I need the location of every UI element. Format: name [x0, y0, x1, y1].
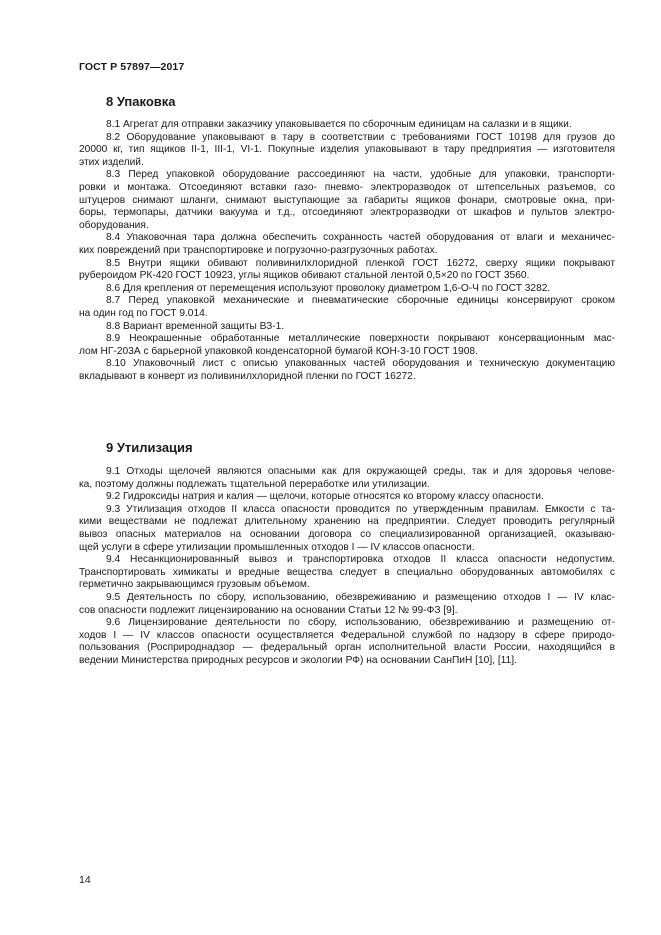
text-line: 8.8 Вариант временной защиты ВЗ-1. [106, 320, 285, 332]
text-line: пользования (Росприроднадзор — федеральный орган исполнительной власти России, находящийся в [79, 642, 615, 654]
document-header: ГОСТ Р 57897—2017 [79, 61, 185, 73]
page-number: 14 [79, 874, 91, 886]
text-line: этих изделий. [79, 156, 144, 168]
text-line: 9.5 Деятельность по сбору, использованию, обезвреживанию и размещению отходов I — IV клас- [106, 591, 615, 603]
text-line: ких повреждений при транспортировке и погрузочно-разгрузочных работах. [79, 244, 438, 256]
text-line: кими веществами не подлежат длительному хранению на предприятии. Следует проводить регулярный [79, 516, 615, 528]
text-line: 8.1 Агрегат для отправки заказчику упаковывается по сборочным единицам на салазки и в ящики. [106, 119, 572, 130]
section-body [79, 119, 615, 383]
text-line: 8.3 Перед упаковкой оборудование рассоединяют на части, удобные для упаковки, транспорти- [106, 169, 615, 181]
text-line: ровки и монтажа. Отсоединяют вставки газо- пневмо- электроразводок от штепсельных разъемов, со [79, 181, 615, 193]
text-line: 8.6 Для крепления от перемещения используют проволоку диаметром 1,6-О-Ч по ГОСТ 3282. [106, 282, 551, 294]
section-heading: 9 Утилизация [106, 440, 193, 455]
section-body [79, 466, 615, 668]
text-line: 8.5 Внутри ящики обивают поливинилхлоридной пленкой ГОСТ 16272, сверху ящики покрывают [106, 257, 615, 269]
text-line: ходов I — IV классов опасности осуществляется Федеральной службой по надзору в сфере природо- [79, 629, 615, 641]
text-line: ка, поэтому должны подлежать тщательной переработке или утилизации. [79, 478, 430, 490]
text-line: герметично закрывающимся грузовым объемом. [79, 579, 310, 591]
text-line: 8.7 Перед упаковкой механические и пневматические сборочные единицы консервируют сроком [106, 295, 615, 307]
text-line: 8.4 Упаковочная тара должна обеспечить сохранность частей оборудования от влаги и механичес- [106, 232, 615, 244]
text-line: 9.6 Лицензирование деятельности по сбору, использованию, обезвреживанию и размещению от- [106, 617, 615, 629]
text-line: Транспортировать химикаты и вредные вещества следует в специально оборудованных автомобилях с [79, 566, 615, 578]
text-line: ведении Министерства природных ресурсов и экологии РФ) на основании СанПиН [10], [11]. [79, 654, 517, 666]
section-heading: 8 Упаковка [106, 94, 176, 109]
text-line: 8.10 Упаковочный лист с описью упакованных частей оборудования и техническую документацию [106, 358, 615, 370]
text-line: 9.4 Несанкционированный вывоз и транспортировка отходов II класса опасности недопустим. [106, 554, 615, 566]
text-line: вывоз опасных материалов на основании договора со специализированной организацией, оказываю- [79, 528, 615, 540]
text-line: 20000 кг, тип ящиков II-1, III-1, VI-1. Покупные изделия упаковывают в тару предприятия — изготовителя [79, 144, 615, 156]
text-line: на один год по ГОСТ 9.014. [79, 307, 208, 319]
text-line: 9.3 Утилизация отходов II класса опасности проводится по утвержденным правилам. Емкости с та- [106, 503, 615, 515]
text-line: вкладывают в конверт из поливинилхлоридной пленки по ГОСТ 16272. [79, 370, 416, 382]
text-line: рубероидом РК-420 ГОСТ 10923, углы ящиков обивают стальной лентой 0,5×20 по ГОСТ 3560. [79, 270, 530, 282]
text-line: 9.2 Гидроксиды натрия и калия — щелочи, которые относятся ко второму классу опасности. [106, 491, 544, 503]
text-line: штуцеров снимают шланги, снимают выступающие за габариты ящиков фонари, смотровые окна, при- [79, 194, 615, 206]
text-line: 8.2 Оборудование упаковывают в тару в соответствии с требованиями ГОСТ 10198 для грузов до [106, 131, 615, 143]
text-line: 9.1 Отходы щелочей являются опасными как для окружающей среды, так и для здоровья челове- [106, 466, 615, 477]
section-packaging [79, 94, 615, 383]
section-disposal [79, 440, 615, 668]
text-line: щей услуги в сфере утилизации промышленных отходов I — IV классов опасности. [79, 541, 475, 553]
text-line: сов опасности подлежит лицензированию на основании Статьи 12 № 99-ФЗ [9]. [79, 604, 458, 616]
text-line: боры, термопары, датчики вакуума и т.д., отсоединяют электроразводки от шкафов и пультов электро- [79, 207, 615, 219]
text-line: оборудования. [79, 219, 149, 231]
text-line: 8.9 Неокрашенные обработанные металлические поверхности покрывают консервационным мас- [106, 333, 615, 345]
text-line: лом НГ-203А с барьерной упаковкой конденсаторной бумагой КОН-3-10 ГОСТ 1908. [79, 345, 478, 357]
